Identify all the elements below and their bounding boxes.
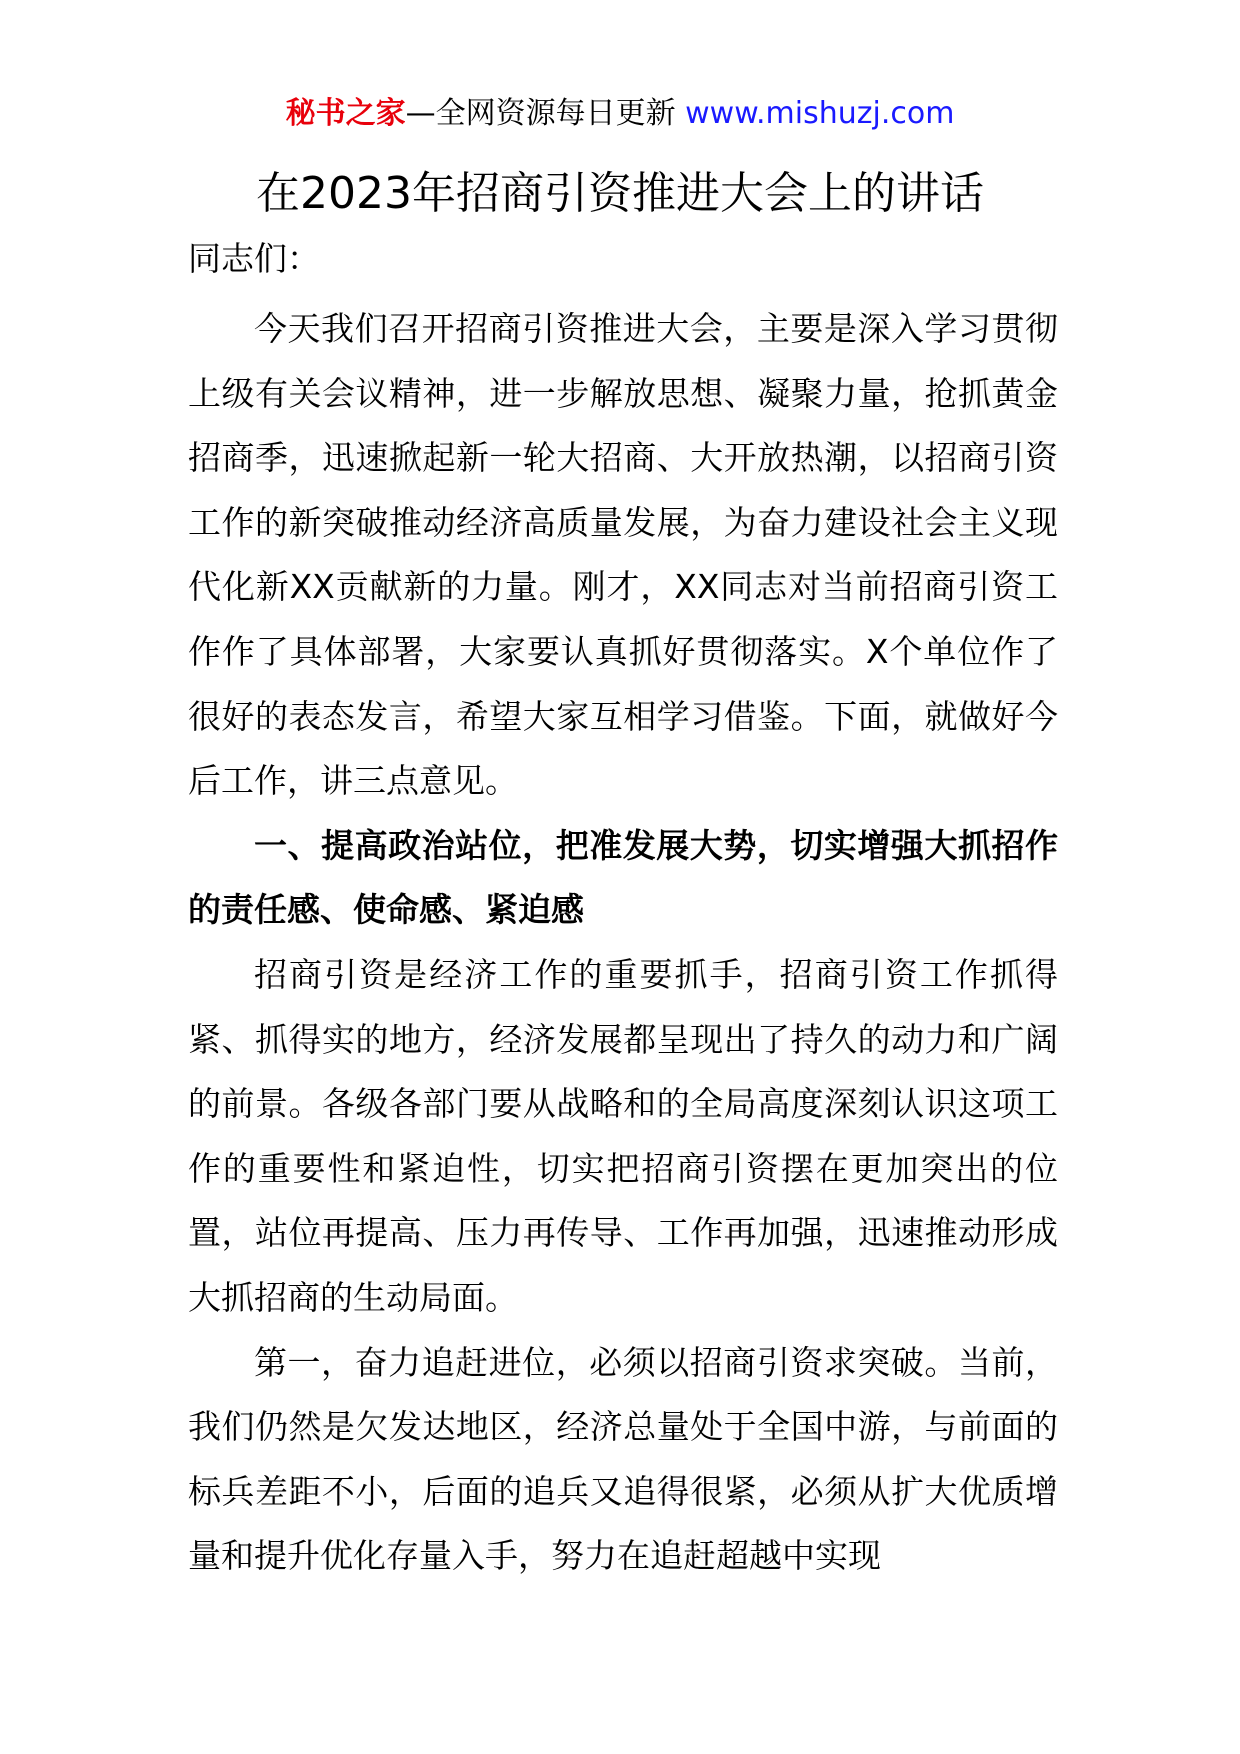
site-url-link[interactable]: www.mishuzj.com xyxy=(685,96,955,131)
brand-name: 秘书之家 xyxy=(285,96,406,131)
section-heading-1: 一、提高政治站位，把准发展大势，切实增强大抓招作的责任感、使命感、紧迫感 xyxy=(188,825,1058,930)
document-title: 在2023年招商引资推进大会上的讲话 xyxy=(256,168,984,219)
intro-paragraph: 今天我们召开招商引资推进大会，主要是深入学习贯彻上级有关会议精神，进一步解放思想、凝聚力量，抢抓黄金招商季，迅速掀起新一轮大招商、大开放热潮，以招商引资工作的新突破推动经济高质量发展，为奋力建设社会主义现代化新XX贡献新的力量。刚才，XX同志对当前招商引资工作作了具体部署，大家要认真抓好贯彻落实。X个单位作了很好的表态发言，希望大家互相学习借鉴。下面，就做好今后工作，讲三点意见。 xyxy=(188,309,1058,801)
header-tagline: —全网资源每日更新 xyxy=(405,96,686,131)
document-body xyxy=(188,297,1058,1589)
site-header xyxy=(0,94,1240,134)
body-paragraph: 招商引资是经济工作的重要抓手，招商引资工作抓得紧、抓得实的地方，经济发展都呈现出了持久的动力和广阔的前景。各级各部门要从战略和的全局高度深刻认识这项工作的重要性和紧迫性，切实把招商引资摆在更加突出的位置，站位再提高、压力再传导、工作再加强，迅速推动形成大抓招商的生动局面。 xyxy=(188,954,1058,1317)
salutation: 同志们： xyxy=(188,239,320,278)
body-paragraph: 第一，奋力追赶进位，必须以招商引资求突破。当前，我们仍然是欠发达地区，经济总量处于全国中游，与前面的标兵差距不小，后面的追兵又追得很紧，必须从扩大优质增量和提升优化存量入手，努力在追赶超越中实现 xyxy=(188,1342,1058,1576)
